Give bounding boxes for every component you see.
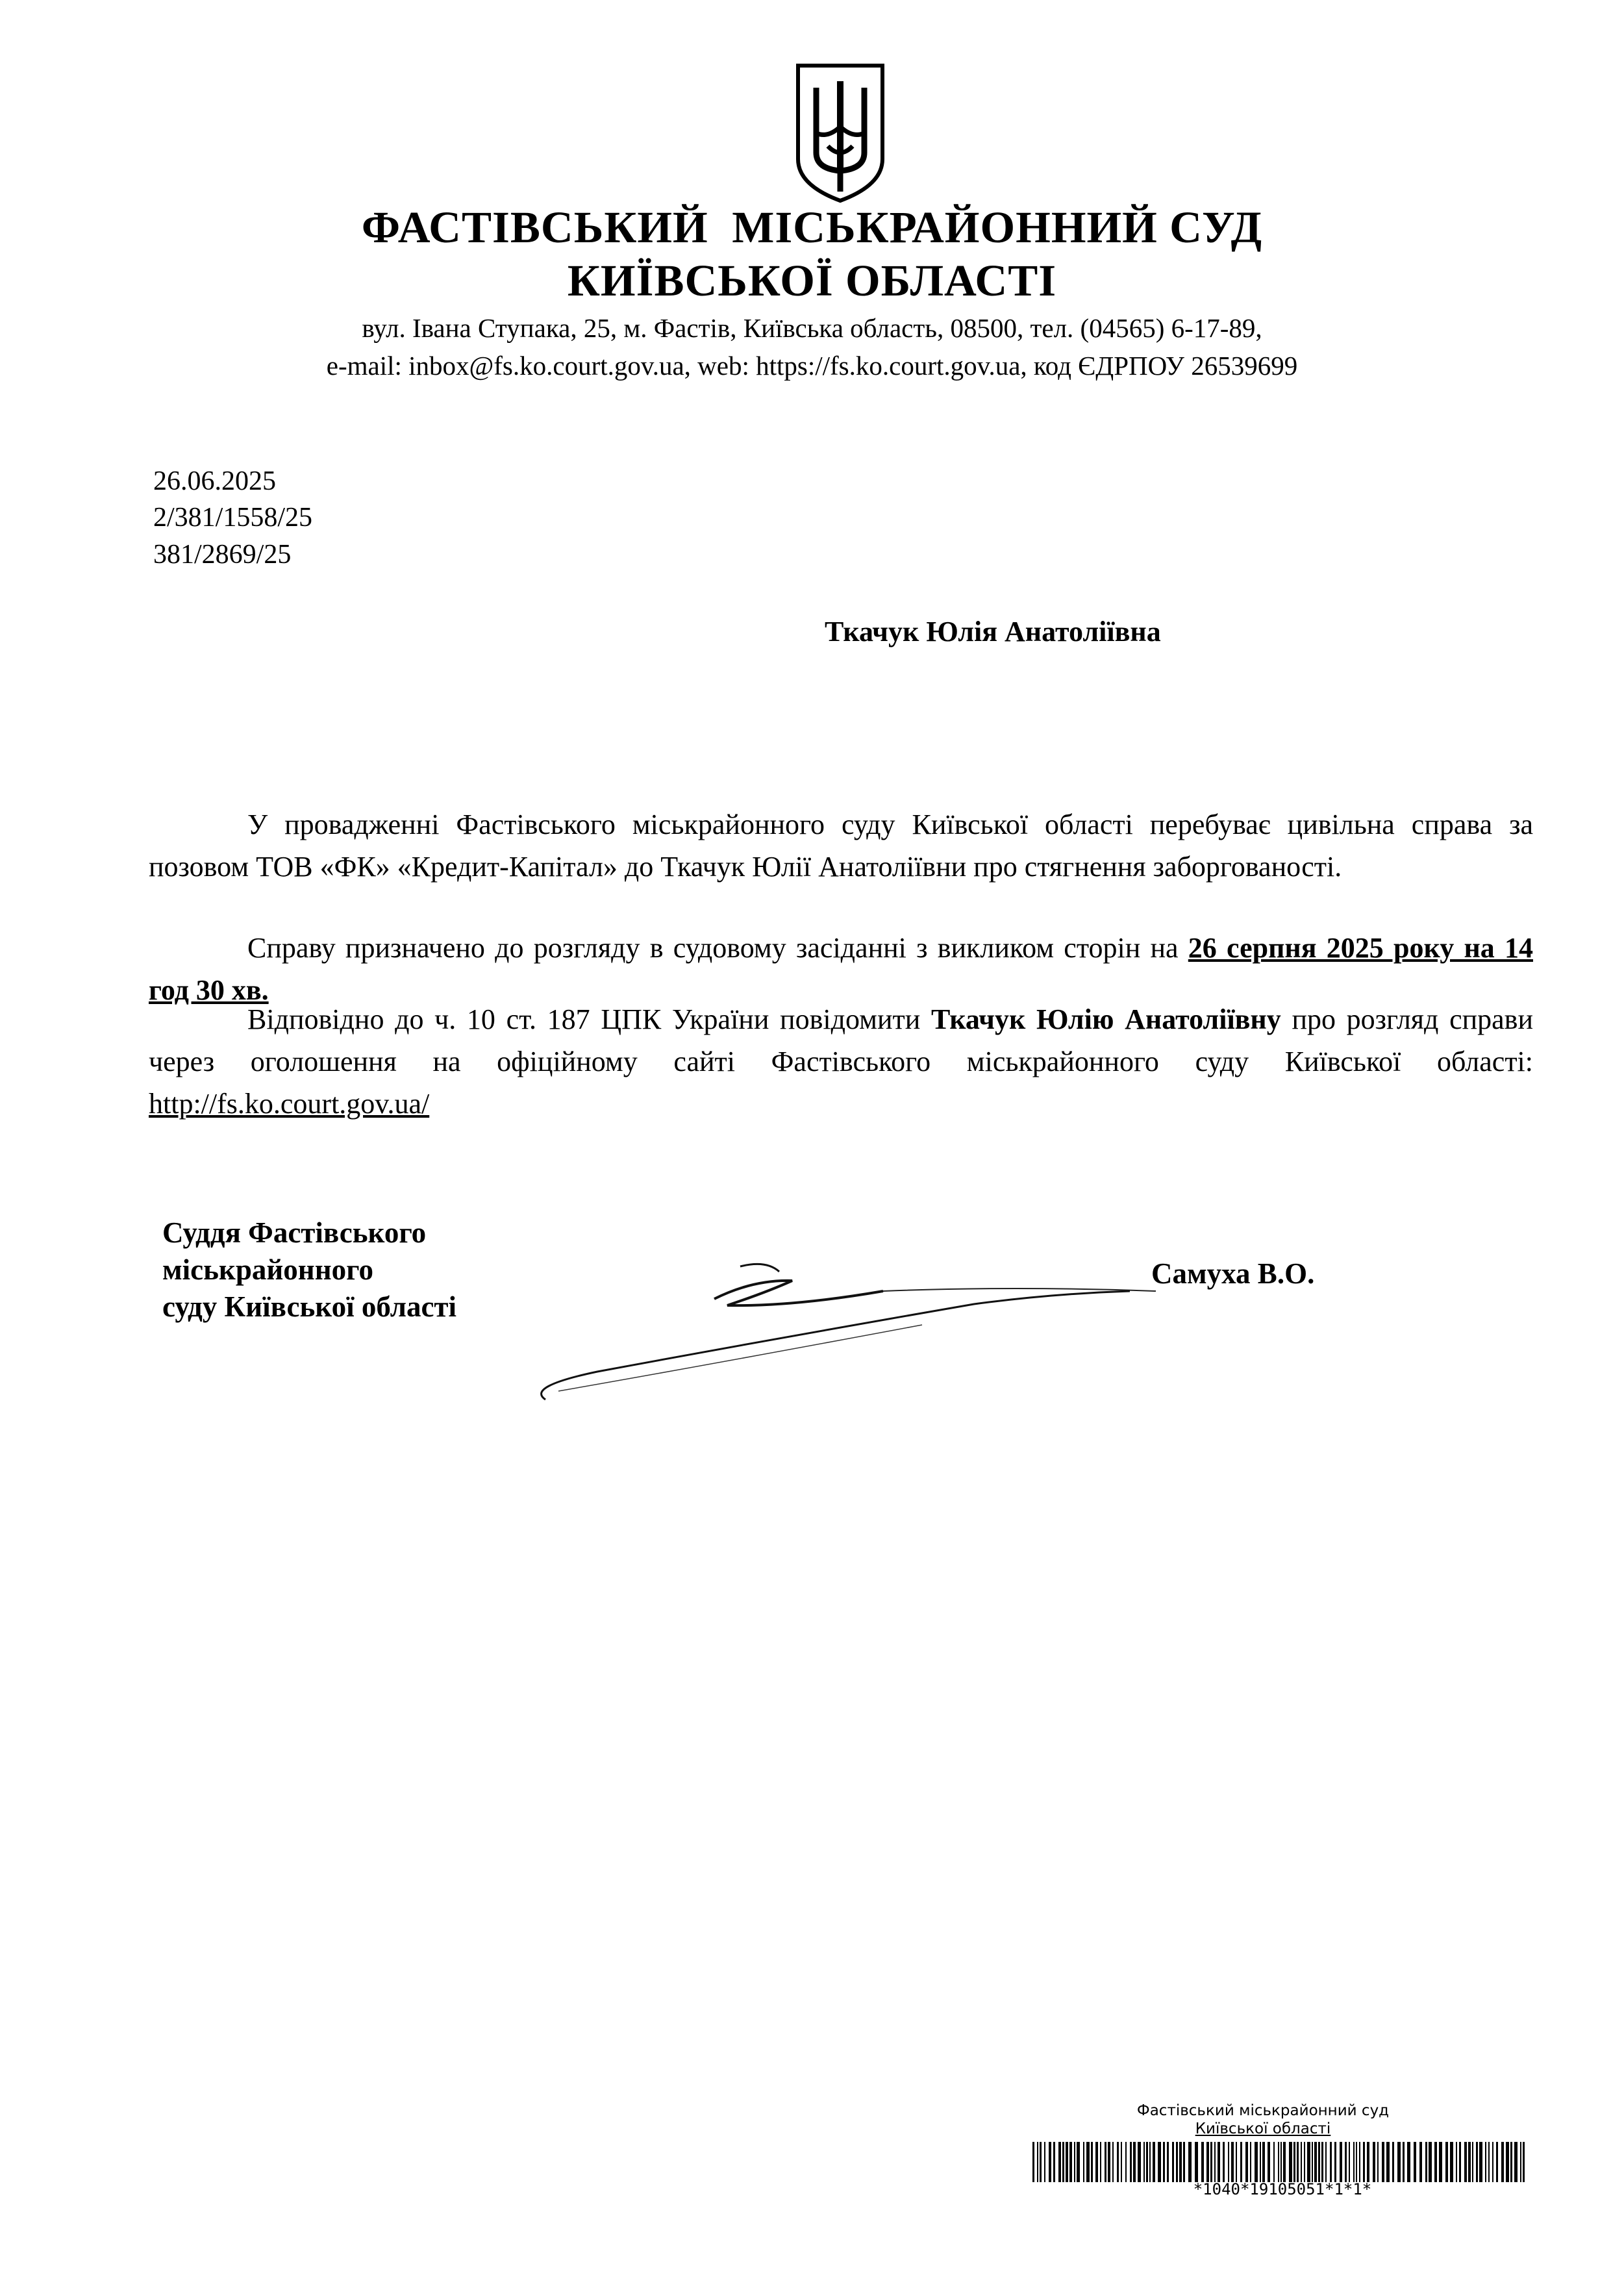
barcode-bar [1414, 2142, 1416, 2182]
barcode-bar [1100, 2142, 1101, 2182]
barcode-bar [1179, 2142, 1182, 2182]
judge-title-line1: Суддя Фастівського [162, 1216, 427, 1249]
barcode-bar [1476, 2142, 1478, 2182]
barcode-bar [1149, 2142, 1151, 2182]
judge-title-line3: суду Київської області [162, 1290, 457, 1323]
barcode-bar [1133, 2142, 1136, 2182]
barcode-bar [1228, 2142, 1229, 2182]
barcode-bar [1176, 2142, 1178, 2182]
barcode-bar [1231, 2142, 1234, 2182]
barcode-bar [1297, 2142, 1299, 2182]
barcode-bar [1356, 2142, 1357, 2182]
hearing-date: 26 серпня 2025 року на 14 год 30 хв. [149, 932, 1534, 1006]
barcode-bar [1479, 2142, 1482, 2182]
barcode-bar [1363, 2142, 1365, 2182]
proceeding-number: 381/2869/25 [153, 540, 292, 570]
notification-text: Відповідно до ч. 10 ст. 187 ЦПК України повідомити [247, 1003, 931, 1035]
barcode-bar [1223, 2142, 1225, 2182]
handwritten-signature [519, 1221, 1169, 1429]
barcode-bar [1373, 2142, 1375, 2182]
paragraph-notification [149, 998, 1533, 1125]
barcode-bar [1353, 2142, 1355, 2182]
barcode-bar [1496, 2142, 1498, 2182]
barcode-bar [1032, 2142, 1034, 2182]
barcode-bar [1340, 2142, 1342, 2182]
barcode-bar [1397, 2142, 1401, 2182]
barcode-bar [1382, 2142, 1384, 2182]
barcode-bar [1318, 2142, 1320, 2182]
barcode-bar [1074, 2142, 1075, 2182]
barcode-bar [1112, 2142, 1114, 2182]
barcode-bar [1506, 2142, 1509, 2182]
barcode-bar [1130, 2142, 1132, 2182]
barcode-bar [1240, 2142, 1242, 2182]
barcode-bar [1108, 2142, 1110, 2182]
barcode-bar [1488, 2142, 1490, 2182]
barcode-bar [1464, 2142, 1467, 2182]
barcode-bar [1049, 2142, 1051, 2182]
barcode-bar [1301, 2142, 1302, 2182]
barcode-bar [1349, 2142, 1350, 2182]
barcode-bar [1468, 2142, 1471, 2182]
barcode-bar [1077, 2142, 1080, 2182]
barcode-bar [1086, 2142, 1090, 2182]
barcode-bar [1439, 2142, 1442, 2182]
barcode-bar [1262, 2142, 1265, 2182]
barcode-bar [1053, 2142, 1055, 2182]
barcode-bar [1201, 2142, 1204, 2182]
coat-of-arms-icon [794, 62, 886, 205]
barcode-bar [1037, 2142, 1038, 2182]
barcode-bar [1514, 2142, 1518, 2182]
barcode-bar [1083, 2142, 1084, 2182]
barcode-bar [1307, 2142, 1310, 2182]
barcode-bar [1434, 2142, 1437, 2182]
barcode-bar [1283, 2142, 1286, 2182]
barcode-bar [1289, 2142, 1292, 2182]
barcode-bar [1206, 2142, 1209, 2182]
barcode-bar [1278, 2142, 1279, 2182]
barcode-bar [1153, 2142, 1155, 2182]
barcode-bar [1062, 2142, 1064, 2182]
barcode-bar [1091, 2142, 1093, 2182]
judge-name: Самуха В.О. [1151, 1257, 1315, 1290]
barcode-bar [1359, 2142, 1360, 2182]
barcode-bar [1472, 2142, 1473, 2182]
barcode-bar [1105, 2142, 1106, 2182]
barcode-bar [1095, 2142, 1098, 2182]
barcode-bar [1255, 2142, 1258, 2182]
barcode-bar [1236, 2142, 1237, 2182]
barcode-bar [1407, 2142, 1410, 2182]
defendant-name: Ткачук Юлію Анатоліївну [931, 1003, 1281, 1035]
barcode-bar [1325, 2142, 1327, 2182]
barcode-bar [1314, 2142, 1317, 2182]
barcode-bar [1146, 2142, 1148, 2182]
barcode-bar [1260, 2142, 1261, 2182]
court-address: вул. Івана Ступака, 25, м. Фастів, Київська область, 08500, тел. (04565) 6-17-89, [362, 313, 1262, 343]
barcode-bar [1183, 2142, 1185, 2182]
paragraph-case-info: У провадженні Фастівського міськрайонного суду Київської області перебуває цивільна справа за позовом ТОВ «ФК» «Кредит-Капітал» до Ткачук Юлії Анатоліївни про стягнення заборгованості. [149, 809, 1533, 883]
addressee: Ткачук Юлія Анатоліївна [825, 616, 1161, 647]
barcode-bar [1429, 2142, 1432, 2182]
barcode-bar [1403, 2142, 1405, 2182]
barcode-bar [1044, 2142, 1045, 2182]
court-contacts: e-mail: inbox@fs.ko.court.gov.ua, web: https://fs.ko.court.gov.ua, код ЄДРПОУ 26539699 [326, 351, 1298, 381]
barcode-bar [1273, 2142, 1275, 2182]
barcode-bar [1345, 2142, 1347, 2182]
barcode-bar [1392, 2142, 1394, 2182]
barcode-bar [1245, 2142, 1248, 2182]
barcode-bar [1172, 2142, 1174, 2182]
barcode-bar [1485, 2142, 1486, 2182]
barcode-bar [1195, 2142, 1198, 2182]
barcode-bar [1117, 2142, 1119, 2182]
hearing-text: Справу призначено до розгляду в судовому засіданні з викликом сторін на [247, 932, 1188, 964]
barcode-bar [1520, 2142, 1521, 2182]
barcode-bar [1250, 2142, 1251, 2182]
barcode-bar [1492, 2142, 1493, 2182]
barcode-bar [1214, 2142, 1216, 2182]
barcode-bar [1069, 2142, 1072, 2182]
barcode-bar [1386, 2142, 1390, 2182]
barcode [1032, 2142, 1529, 2182]
barcode-bar [1058, 2142, 1061, 2182]
barcode-bar [1163, 2142, 1165, 2182]
barcode-bar [1377, 2142, 1379, 2182]
judge-title-line2: міськрайонного [162, 1253, 373, 1286]
judge-title [162, 1214, 456, 1326]
barcode-bar [1510, 2142, 1512, 2182]
barcode-bar [1138, 2142, 1141, 2182]
court-name-line1: ФАСТІВСЬКИЙ МІСЬКРАЙОННИЙ СУД [361, 203, 1263, 252]
barcode-bar [1293, 2142, 1295, 2182]
barcode-bar [1188, 2142, 1192, 2182]
barcode-bar [1304, 2142, 1305, 2182]
document-date: 26.06.2025 [153, 466, 276, 496]
barcode-bar [1280, 2142, 1282, 2182]
barcode-bar [1501, 2142, 1504, 2182]
case-number: 2/381/1558/25 [153, 503, 313, 533]
barcode-bar [1321, 2142, 1323, 2182]
barcode-bar [1125, 2142, 1127, 2182]
stamp-court-region: Київської області [1195, 2120, 1331, 2137]
barcode-bar [1158, 2142, 1161, 2182]
stamp-court-name: Фастівський міськрайонний суд [1136, 2102, 1390, 2119]
barcode-bar [1459, 2142, 1461, 2182]
barcode-bar [1312, 2142, 1313, 2182]
barcode-bar [1334, 2142, 1336, 2182]
barcode-bar [1523, 2142, 1525, 2182]
barcode-bar [1143, 2142, 1145, 2182]
notification-text-cont: про розгляд справи через оголошення на офіційному сайті Фастівського міськрайонного суду Київської області: [149, 1003, 1534, 1077]
barcode-bar [1121, 2142, 1122, 2182]
barcode-bar [1167, 2142, 1169, 2182]
barcode-bar [1040, 2142, 1042, 2182]
barcode-bar [1330, 2142, 1332, 2182]
barcode-bar [1218, 2142, 1220, 2182]
barcode-bar [1456, 2142, 1457, 2182]
barcode-bar [1425, 2142, 1427, 2182]
barcode-bar [1210, 2142, 1212, 2182]
barcode-bar [1419, 2142, 1422, 2182]
barcode-bar [1367, 2142, 1369, 2182]
barcode-number: *1040*19105051*1*1* [1193, 2180, 1372, 2198]
barcode-bar [1268, 2142, 1270, 2182]
court-name-line2: КИЇВСЬКОЇ ОБЛАСТІ [567, 256, 1057, 305]
barcode-bar [1445, 2142, 1448, 2182]
barcode-bar [1066, 2142, 1068, 2182]
barcode-bar [1450, 2142, 1453, 2182]
court-website-link[interactable]: http://fs.ko.court.gov.ua/ [149, 1088, 430, 1120]
